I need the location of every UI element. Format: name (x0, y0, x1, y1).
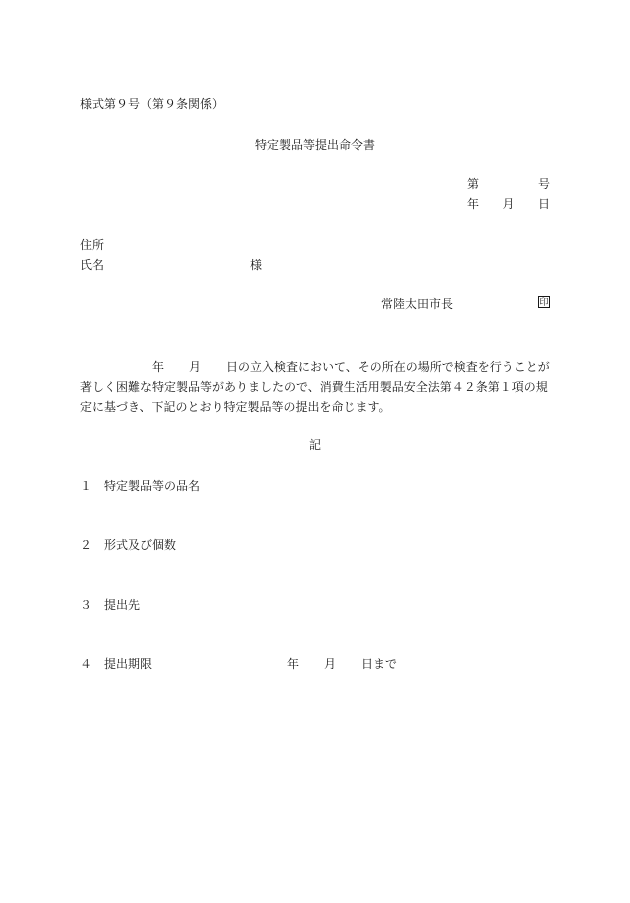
item-number: ３ (80, 598, 93, 612)
form-number-label: 様式第９号（第９条関係） (80, 97, 225, 111)
list-item (80, 657, 152, 671)
issue-month: 月 (502, 197, 515, 211)
ki-heading: 記 (308, 438, 321, 452)
item-number: ２ (80, 538, 93, 552)
number-prefix: 第 (467, 177, 480, 191)
document-number-row (467, 177, 550, 191)
document-title: 特定製品等提出命令書 (254, 138, 375, 152)
item-number: ４ (80, 657, 93, 671)
body-line-2: 著しく困難な特定製品等がありましたので、消費生活用製品安全法第４２条第１項の規 (80, 380, 548, 394)
address-label: 住所 (80, 238, 105, 252)
seal-mark: 印 (539, 298, 549, 308)
issue-year: 年 (467, 197, 480, 211)
name-label: 氏名 (80, 258, 105, 272)
list-item (80, 479, 200, 493)
inspection-year: 年 (152, 360, 165, 374)
list-item (80, 598, 140, 612)
issue-day: 日 (537, 197, 550, 211)
item-label: 形式及び個数 (104, 538, 177, 552)
item-label: 提出先 (104, 598, 141, 612)
item-number: １ (80, 479, 93, 493)
honorific: 様 (250, 258, 263, 272)
deadline-day: 日まで (361, 657, 398, 671)
deadline-month: 月 (324, 657, 337, 671)
item-label: 提出期限 (104, 657, 153, 671)
inspection-month: 月 (189, 360, 202, 374)
body-line-3: 定に基づき、下記のとおり特定製品等の提出を命じます。 (80, 400, 391, 414)
deadline-date (287, 657, 397, 671)
item-label: 特定製品等の品名 (104, 479, 201, 493)
issue-date-row (467, 197, 550, 211)
list-item (80, 538, 176, 552)
issuer-name: 常陸太田市長 (381, 297, 454, 311)
body-line-1: 年 月 日の立入検査において、その所在の場所で検査を行うことが (152, 360, 550, 374)
number-suffix: 号 (537, 177, 550, 191)
deadline-year: 年 (287, 657, 300, 671)
body-paragraph (80, 357, 552, 417)
